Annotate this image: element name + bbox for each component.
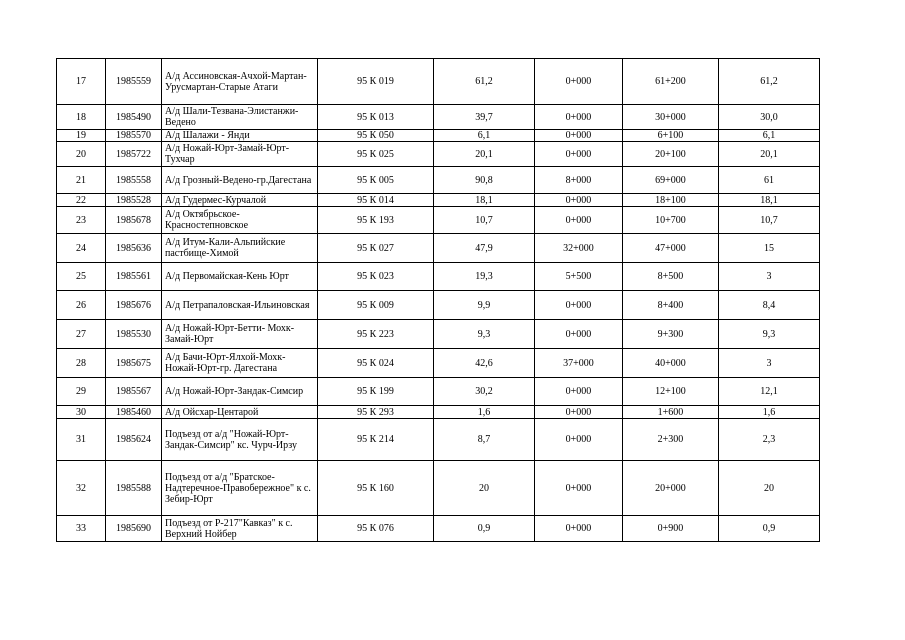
section-end-cell: 2+300 [623, 419, 719, 461]
row-number-cell: 33 [57, 516, 106, 542]
section-start-cell: 8+000 [535, 167, 623, 194]
road-code-cell: 1985567 [106, 378, 162, 406]
road-name-cell: А/д Грозный-Ведено-гр.Дагестана [162, 167, 318, 194]
road-code-cell: 1985460 [106, 406, 162, 419]
row-number-cell: 32 [57, 461, 106, 516]
section-end-cell: 6+100 [623, 130, 719, 142]
total-length-cell: 6,1 [434, 130, 535, 142]
section-start-cell: 0+000 [535, 291, 623, 320]
section-end-cell: 8+500 [623, 263, 719, 291]
registration-number-cell: 95 К 193 [318, 207, 434, 234]
section-start-cell: 0+000 [535, 461, 623, 516]
roads-table [56, 58, 820, 542]
total-length-cell: 8,7 [434, 419, 535, 461]
section-end-cell: 20+100 [623, 142, 719, 167]
section-length-cell: 10,7 [719, 207, 820, 234]
table-row [57, 419, 820, 461]
row-number-cell: 21 [57, 167, 106, 194]
registration-number-cell: 95 К 025 [318, 142, 434, 167]
road-code-cell: 1985558 [106, 167, 162, 194]
total-length-cell: 20 [434, 461, 535, 516]
registration-number-cell: 95 К 214 [318, 419, 434, 461]
registration-number-cell: 95 К 050 [318, 130, 434, 142]
section-end-cell: 47+000 [623, 234, 719, 263]
table-row [57, 461, 820, 516]
road-name-cell: Подъезд от Р-217"Кавказ" к с. Верхний Нойбер [162, 516, 318, 542]
road-code-cell: 1985559 [106, 59, 162, 105]
total-length-cell: 1,6 [434, 406, 535, 419]
section-end-cell: 12+100 [623, 378, 719, 406]
section-end-cell: 69+000 [623, 167, 719, 194]
section-end-cell: 18+100 [623, 194, 719, 207]
total-length-cell: 61,2 [434, 59, 535, 105]
row-number-cell: 31 [57, 419, 106, 461]
section-start-cell: 0+000 [535, 516, 623, 542]
total-length-cell: 42,6 [434, 349, 535, 378]
road-code-cell: 1985675 [106, 349, 162, 378]
table-row [57, 516, 820, 542]
road-name-cell: А/д Октябрьское-Красностепновское [162, 207, 318, 234]
section-length-cell: 18,1 [719, 194, 820, 207]
road-name-cell: А/д Ножай-Юрт-Бетти- Мохк-Замай-Юрт [162, 320, 318, 349]
section-length-cell: 30,0 [719, 105, 820, 130]
row-number-cell: 29 [57, 378, 106, 406]
row-number-cell: 23 [57, 207, 106, 234]
row-number-cell: 17 [57, 59, 106, 105]
table-row [57, 349, 820, 378]
section-start-cell: 37+000 [535, 349, 623, 378]
table-row [57, 320, 820, 349]
row-number-cell: 20 [57, 142, 106, 167]
total-length-cell: 47,9 [434, 234, 535, 263]
section-length-cell: 2,3 [719, 419, 820, 461]
road-name-cell: А/д Шали-Тезвана-Элистанжи-Ведено [162, 105, 318, 130]
registration-number-cell: 95 К 023 [318, 263, 434, 291]
section-length-cell: 3 [719, 349, 820, 378]
registration-number-cell: 95 К 293 [318, 406, 434, 419]
registration-number-cell: 95 К 024 [318, 349, 434, 378]
section-length-cell: 61 [719, 167, 820, 194]
road-name-cell: А/д Ойсхар-Центарой [162, 406, 318, 419]
row-number-cell: 19 [57, 130, 106, 142]
road-name-cell: А/д Ассиновская-Ачхой-Мартан-Урусмартан-Старые Атаги [162, 59, 318, 105]
registration-number-cell: 95 К 160 [318, 461, 434, 516]
section-end-cell: 20+000 [623, 461, 719, 516]
total-length-cell: 19,3 [434, 263, 535, 291]
registration-number-cell: 95 К 027 [318, 234, 434, 263]
registration-number-cell: 95 К 005 [318, 167, 434, 194]
road-name-cell: Подъезд от а/д "Ножай-Юрт-Зандак-Симсир" кс. Чурч-Ирзу [162, 419, 318, 461]
section-length-cell: 6,1 [719, 130, 820, 142]
section-end-cell: 10+700 [623, 207, 719, 234]
section-start-cell: 0+000 [535, 419, 623, 461]
road-code-cell: 1985636 [106, 234, 162, 263]
road-code-cell: 1985561 [106, 263, 162, 291]
table-row [57, 194, 820, 207]
table-row [57, 207, 820, 234]
road-name-cell: А/д Гудермес-Курчалой [162, 194, 318, 207]
section-start-cell: 0+000 [535, 59, 623, 105]
section-length-cell: 3 [719, 263, 820, 291]
road-name-cell: А/д Ножай-Юрт-Зандак-Симсир [162, 378, 318, 406]
road-name-cell: Подъезд от а/д "Братское-Надтеречное-Правобережное" к с. Зебир-Юрт [162, 461, 318, 516]
section-end-cell: 9+300 [623, 320, 719, 349]
table-row [57, 105, 820, 130]
row-number-cell: 28 [57, 349, 106, 378]
registration-number-cell: 95 К 076 [318, 516, 434, 542]
section-start-cell: 0+000 [535, 320, 623, 349]
section-length-cell: 20 [719, 461, 820, 516]
section-start-cell: 5+500 [535, 263, 623, 291]
table-row [57, 234, 820, 263]
registration-number-cell: 95 К 009 [318, 291, 434, 320]
table-row [57, 130, 820, 142]
table-row [57, 406, 820, 419]
section-end-cell: 0+900 [623, 516, 719, 542]
road-code-cell: 1985676 [106, 291, 162, 320]
road-code-cell: 1985588 [106, 461, 162, 516]
row-number-cell: 26 [57, 291, 106, 320]
road-code-cell: 1985570 [106, 130, 162, 142]
row-number-cell: 30 [57, 406, 106, 419]
section-start-cell: 0+000 [535, 105, 623, 130]
road-name-cell: А/д Бачи-Юрт-Ялхой-Мохк-Ножай-Юрт-гр. Дагестана [162, 349, 318, 378]
row-number-cell: 22 [57, 194, 106, 207]
section-start-cell: 0+000 [535, 207, 623, 234]
section-end-cell: 40+000 [623, 349, 719, 378]
registration-number-cell: 95 К 014 [318, 194, 434, 207]
section-end-cell: 8+400 [623, 291, 719, 320]
table-row [57, 167, 820, 194]
table-row [57, 59, 820, 105]
registration-number-cell: 95 К 019 [318, 59, 434, 105]
road-code-cell: 1985722 [106, 142, 162, 167]
road-code-cell: 1985678 [106, 207, 162, 234]
row-number-cell: 25 [57, 263, 106, 291]
section-end-cell: 30+000 [623, 105, 719, 130]
total-length-cell: 9,3 [434, 320, 535, 349]
table-row [57, 142, 820, 167]
section-length-cell: 8,4 [719, 291, 820, 320]
total-length-cell: 30,2 [434, 378, 535, 406]
road-code-cell: 1985490 [106, 105, 162, 130]
registration-number-cell: 95 К 199 [318, 378, 434, 406]
section-end-cell: 1+600 [623, 406, 719, 419]
road-code-cell: 1985528 [106, 194, 162, 207]
section-length-cell: 9,3 [719, 320, 820, 349]
section-start-cell: 32+000 [535, 234, 623, 263]
total-length-cell: 0,9 [434, 516, 535, 542]
table-row [57, 378, 820, 406]
row-number-cell: 18 [57, 105, 106, 130]
table-row [57, 263, 820, 291]
total-length-cell: 90,8 [434, 167, 535, 194]
road-name-cell: А/д Итум-Кали-Альпийские пастбище-Химой [162, 234, 318, 263]
section-start-cell: 0+000 [535, 406, 623, 419]
section-start-cell: 0+000 [535, 194, 623, 207]
registration-number-cell: 95 К 223 [318, 320, 434, 349]
section-length-cell: 12,1 [719, 378, 820, 406]
total-length-cell: 10,7 [434, 207, 535, 234]
road-code-cell: 1985624 [106, 419, 162, 461]
road-name-cell: А/д Первомайская-Кень Юрт [162, 263, 318, 291]
total-length-cell: 20,1 [434, 142, 535, 167]
road-name-cell: А/д Шалажи - Янди [162, 130, 318, 142]
row-number-cell: 27 [57, 320, 106, 349]
section-start-cell: 0+000 [535, 142, 623, 167]
section-length-cell: 20,1 [719, 142, 820, 167]
row-number-cell: 24 [57, 234, 106, 263]
road-name-cell: А/д Ножай-Юрт-Замай-Юрт-Тухчар [162, 142, 318, 167]
section-start-cell: 0+000 [535, 130, 623, 142]
total-length-cell: 9,9 [434, 291, 535, 320]
road-code-cell: 1985690 [106, 516, 162, 542]
total-length-cell: 39,7 [434, 105, 535, 130]
road-code-cell: 1985530 [106, 320, 162, 349]
section-length-cell: 1,6 [719, 406, 820, 419]
total-length-cell: 18,1 [434, 194, 535, 207]
section-length-cell: 0,9 [719, 516, 820, 542]
section-length-cell: 15 [719, 234, 820, 263]
section-start-cell: 0+000 [535, 378, 623, 406]
section-end-cell: 61+200 [623, 59, 719, 105]
section-length-cell: 61,2 [719, 59, 820, 105]
table-body [57, 59, 820, 542]
registration-number-cell: 95 К 013 [318, 105, 434, 130]
table-row [57, 291, 820, 320]
road-name-cell: А/д Петрапаловская-Ильиновская [162, 291, 318, 320]
